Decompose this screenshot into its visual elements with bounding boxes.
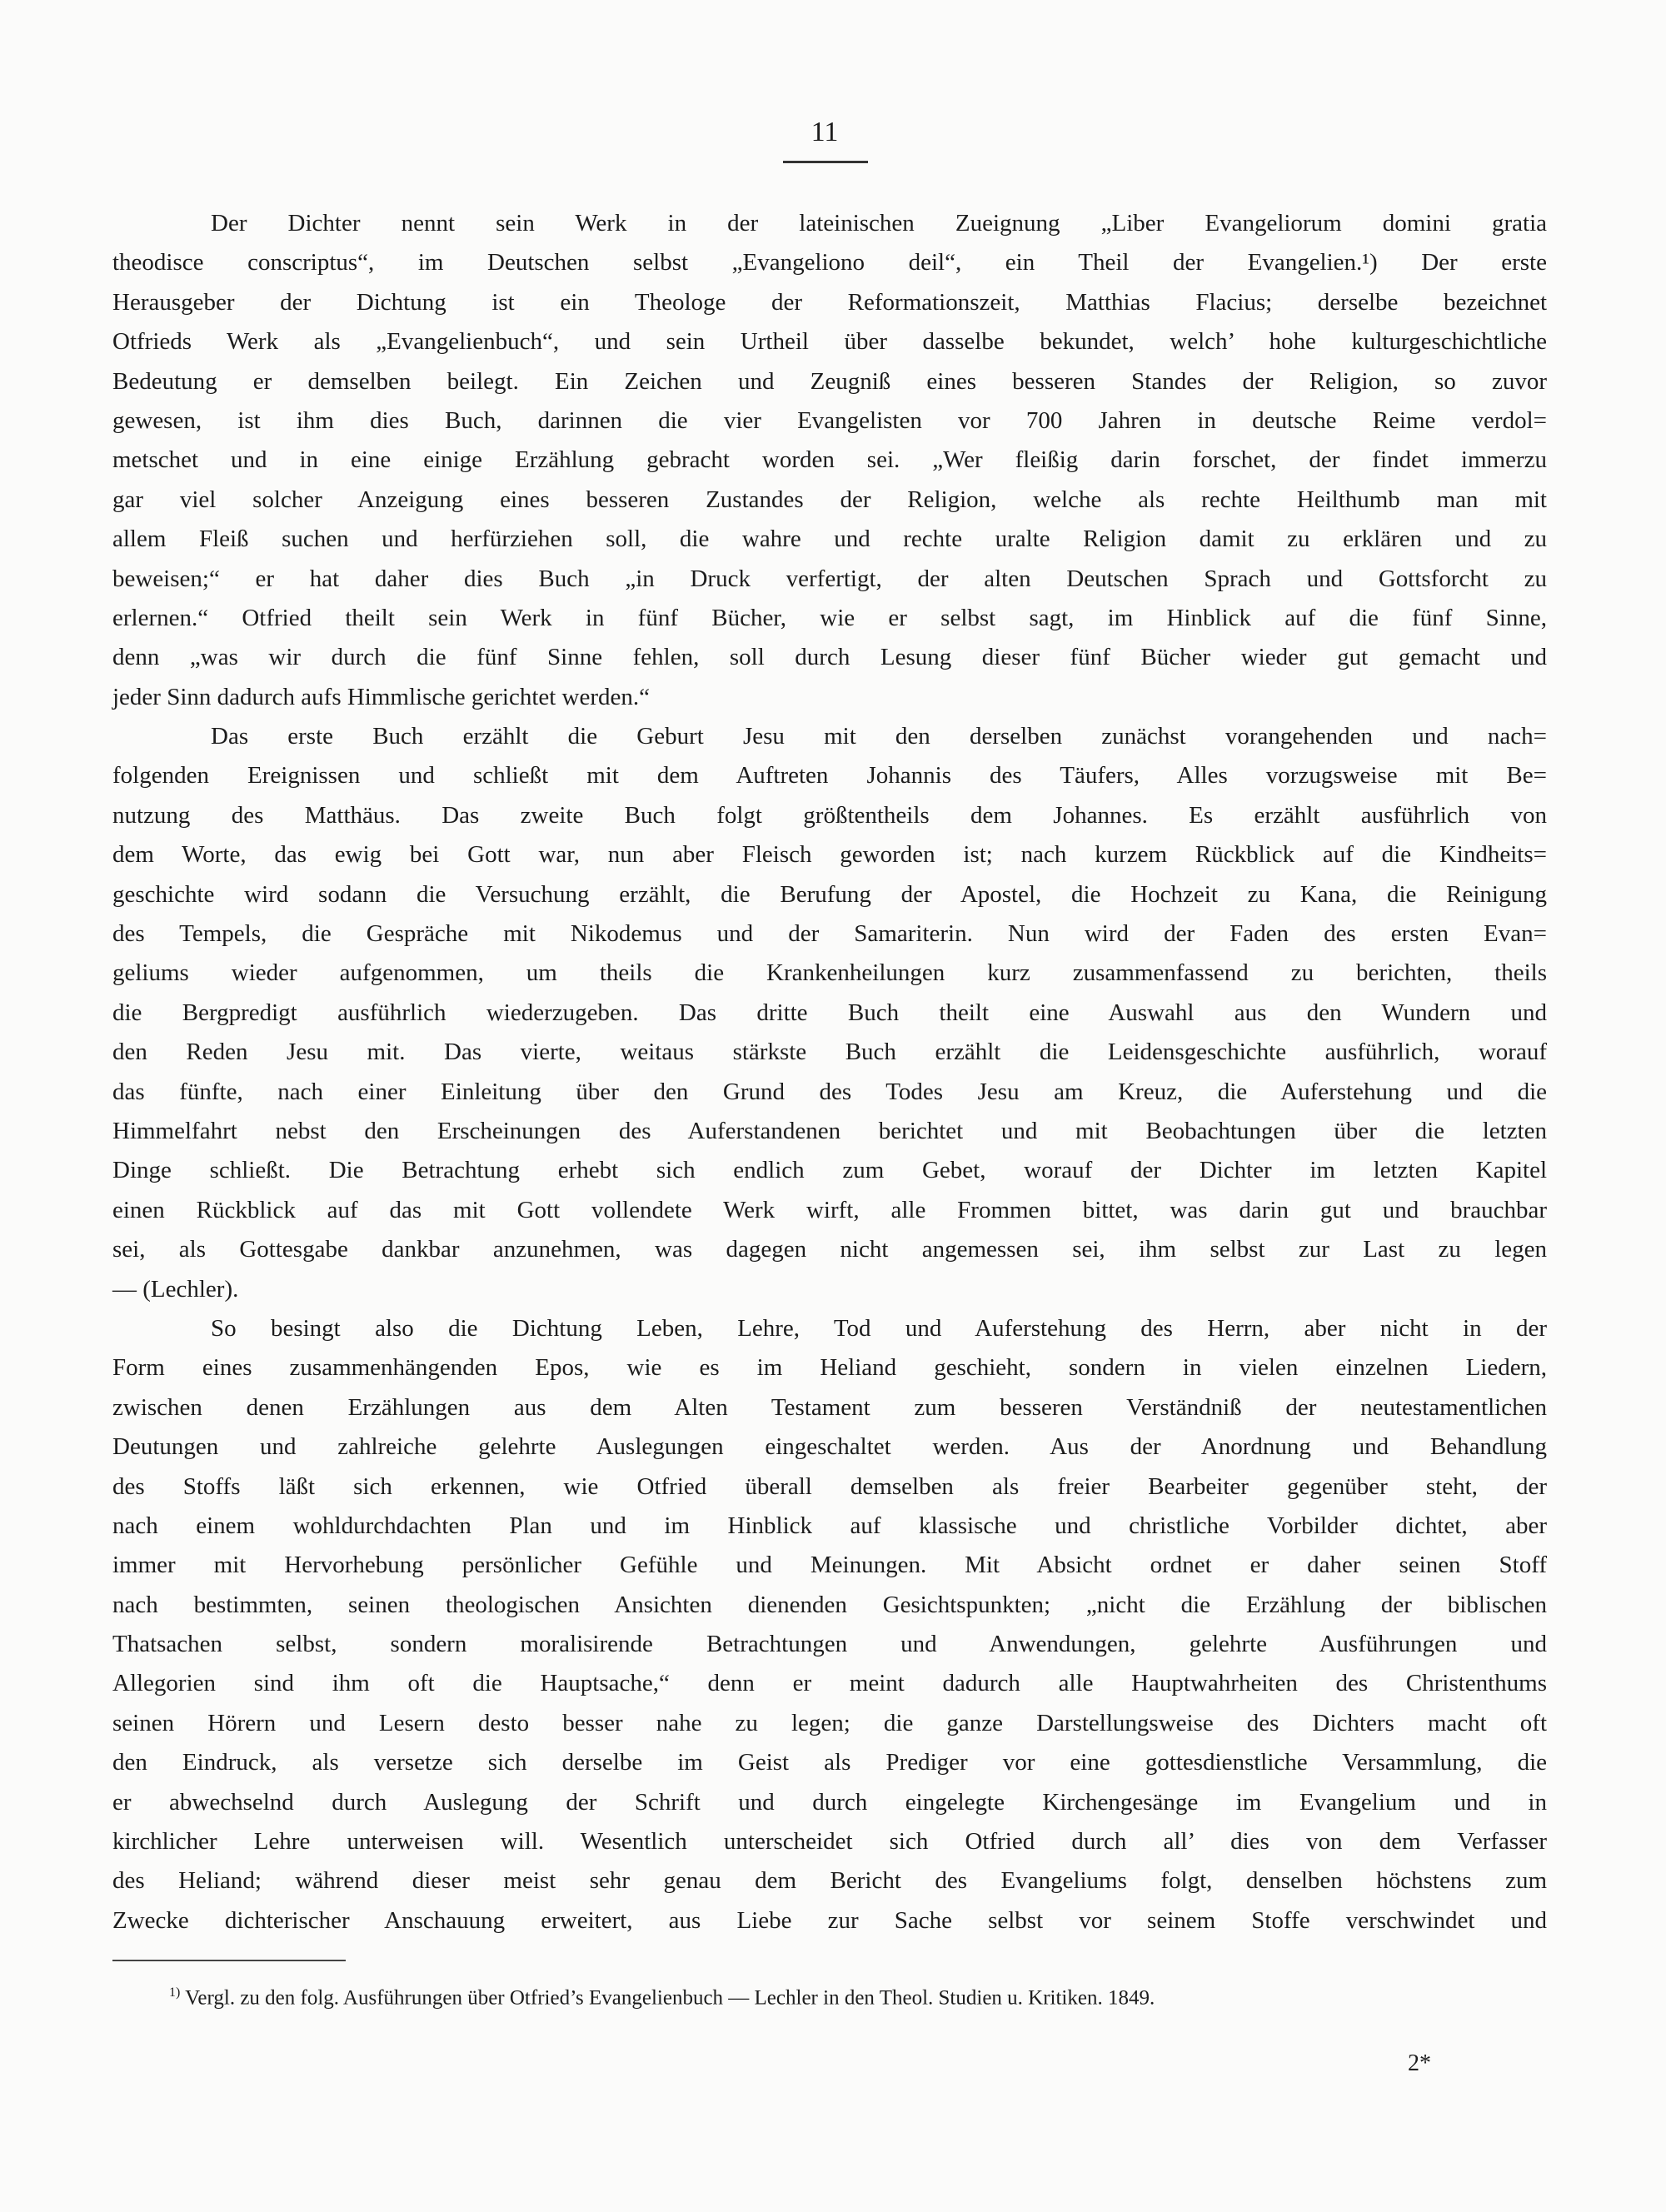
text-line: erlernen.“ Otfried theilt sein Werk in fünf Bücher, wie er selbst sagt, im Hinblick auf die fünf Sinne, [112, 604, 1547, 631]
text-line: Allegorien sind ihm oft die Hauptsache,“ denn er meint dadurch alle Hauptwahrheiten des Christenthums [112, 1670, 1547, 1697]
text-line: des Stoffs läßt sich erkennen, wie Otfried überall demselben als freier Bearbeiter gegenüber steht, der [112, 1472, 1547, 1500]
text-line: Form eines zusammenhängenden Epos, wie es im Heliand geschieht, sondern in vielen einzelnen Liedern, [112, 1354, 1547, 1382]
text-line: kirchlicher Lehre unterweisen will. Wesentlich unterscheidet sich Otfried durch all’ dies von dem Verfasser [112, 1828, 1547, 1856]
text-line: gar viel solcher Anzeigung eines besseren Zustandes der Religion, welche als rechte Heilthumb man mit [112, 486, 1547, 513]
footnote-text: Vergl. zu den folg. Ausführungen über Otfried’s Evangelienbuch — Lechler in den Theol. Studien u. Kritiken. 1849. [185, 1986, 1155, 2010]
text-line: sei, als Gottesgabe dankbar anzunehmen, was dagegen nicht angemessen sei, ihm selbst zur Last zu legen [112, 1236, 1547, 1263]
page-number: 11 [811, 117, 839, 147]
text-line: zwischen denen Erzählungen aus dem Alten Testament zum besseren Verständniß der neutestamentlichen [112, 1393, 1547, 1421]
text-line: immer mit Hervorhebung persönlicher Gefühle und Meinungen. Mit Absicht ordnet er daher seinen Stoff [112, 1552, 1547, 1579]
text-line: einen Rückblick auf das mit Gott vollendete Werk wirft, alle Frommen bittet, was darin gut und brauchbar [112, 1196, 1547, 1223]
text-line: Otfrieds Werk als „Evangelienbuch“, und sein Urtheil über dasselbe bekundet, welch’ hohe kulturgeschichtliche [112, 328, 1547, 356]
text-line: nach bestimmten, seinen theologischen Ansichten dienenden Gesichtspunkten; „nicht die Erzählung der biblischen [112, 1591, 1547, 1618]
footnote-marker: 1) [169, 1985, 181, 2000]
text-line: metschet und in eine einige Erzählung gebracht worden sei. „Wer fleißig darin forschet, der findet immerzu [112, 446, 1547, 474]
text-line: Der Dichter nennt sein Werk in der lateinischen Zueignung „Liber Evangeliorum domini gratia [211, 210, 1547, 237]
text-line: theodisce conscriptus“, im Deutschen selbst „Evangeliono deil“, ein Theil der Evangelien.¹) Der erste [112, 249, 1547, 276]
text-line: Himmelfahrt nebst den Erscheinungen des Auferstandenen berichtet und mit Beobachtungen über die letzten [112, 1117, 1547, 1144]
footnote [169, 1985, 1155, 2010]
text-line: folgenden Ereignissen und schließt mit dem Auftreten Johannis des Täufers, Alles vorzugsweise mit Be= [112, 762, 1547, 790]
text-line: jeder Sinn dadurch aufs Himmlische gerichtet werden.“ [112, 683, 651, 710]
text-line: denn „was wir durch die fünf Sinne fehlen, soll durch Lesung dieser fünf Bücher wieder gut gemacht und [112, 644, 1547, 671]
text-line: Herausgeber der Dichtung ist ein Theologe der Reformationszeit, Matthias Flacius; derselbe bezeichnet [112, 288, 1547, 316]
text-line: Bedeutung er demselben beilegt. Ein Zeichen und Zeugniß eines besseren Standes der Religion, so zuvor [112, 367, 1547, 395]
text-line: geschichte wird sodann die Versuchung erzählt, die Berufung der Apostel, die Hochzeit zu Kana, die Reinigung [112, 880, 1547, 908]
text-line: nutzung des Matthäus. Das zweite Buch folgt größtentheils dem Johannes. Es erzählt ausführlich von [112, 801, 1547, 829]
text-line: geliums wieder aufgenommen, um theils die Krankenheilungen kurz zusammenfassend zu berichten, theils [112, 959, 1547, 987]
text-line: des Tempels, die Gespräche mit Nikodemus und der Samariterin. Nun wird der Faden des ersten Evan= [112, 920, 1547, 948]
signature-mark: 2* [1408, 2050, 1431, 2076]
text-line: das fünfte, nach einer Einleitung über den Grund des Todes Jesu am Kreuz, die Auferstehung und die [112, 1078, 1547, 1105]
text-line: — (Lechler). [112, 1275, 239, 1303]
text-line: seinen Hörern und Lesern desto besser nahe zu legen; die ganze Darstellungsweise des Dichters macht oft [112, 1709, 1547, 1736]
text-line: dem Worte, das ewig bei Gott war, nun aber Fleisch geworden ist; nach kurzem Rückblick auf die Kindheits= [112, 841, 1547, 869]
text-line: den Eindruck, als versetze sich derselbe im Geist als Prediger vor eine gottesdienstliche Versammlung, die [112, 1749, 1547, 1776]
text-line: beweisen;“ er hat daher dies Buch „in Druck verfertigt, der alten Deutschen Sprach und Gottsforcht zu [112, 565, 1547, 592]
text-line: den Reden Jesu mit. Das vierte, weitaus stärkste Buch erzählt die Leidensgeschichte ausführlich, worauf [112, 1039, 1547, 1066]
text-line: die Bergpredigt ausführlich wiederzugeben. Das dritte Buch theilt eine Auswahl aus den Wundern und [112, 999, 1547, 1026]
body-text [112, 204, 1547, 1940]
text-line: nach einem wohldurchdachten Plan und im Hinblick auf klassische und christliche Vorbilder dichtet, aber [112, 1512, 1547, 1539]
text-line: Zwecke dichterischer Anschauung erweitert, aus Liebe zur Sache selbst vor seinem Stoffe verschwindet und [112, 1906, 1547, 1934]
text-line: Thatsachen selbst, sondern moralisirende Betrachtungen und Anwendungen, gelehrte Ausführungen und [112, 1631, 1547, 1658]
text-line: allem Fleiß suchen und herfürziehen soll, die wahre und rechte uralte Religion damit zu erklären und zu [112, 526, 1547, 553]
text-line: Dinge schließt. Die Betrachtung erhebt sich endlich zum Gebet, worauf der Dichter im letzten Kapitel [112, 1157, 1547, 1184]
page-number-rule [783, 161, 868, 163]
text-line: des Heliand; während dieser meist sehr genau dem Bericht des Evangeliums folgt, denselben höchstens zum [112, 1867, 1547, 1895]
text-line: Das erste Buch erzählt die Geburt Jesu mit den derselben zunächst vorangehenden und nach= [211, 723, 1547, 750]
text-line: gewesen, ist ihm dies Buch, darinnen die vier Evangelisten vor 700 Jahren in deutsche Reime verdol= [112, 406, 1547, 434]
text-line: Deutungen und zahlreiche gelehrte Auslegungen eingeschaltet werden. Aus der Anordnung und Behandlung [112, 1433, 1547, 1461]
text-line: So besingt also die Dichtung Leben, Lehre, Tod und Auferstehung des Herrn, aber nicht in der [211, 1314, 1547, 1342]
paragraph [112, 204, 1547, 717]
footnote-separator [112, 1960, 346, 1961]
text-line: er abwechselnd durch Auslegung der Schrift und durch eingelegte Kirchengesänge im Evangelium und in [112, 1788, 1547, 1816]
paragraph [112, 717, 1547, 1309]
paragraph [112, 1309, 1547, 1940]
